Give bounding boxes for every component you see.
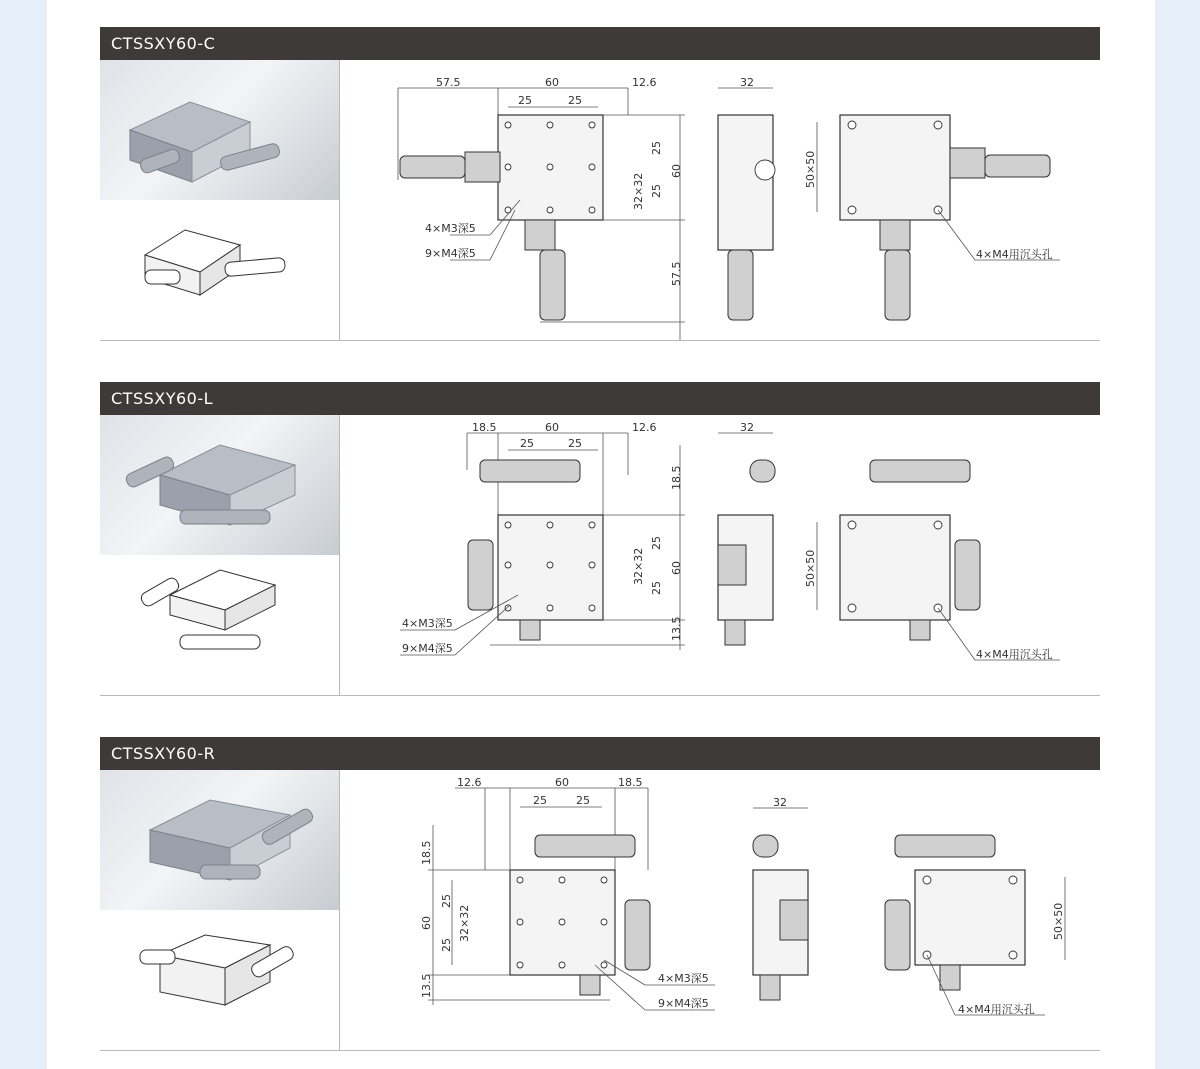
dim-label: 12.6 [632,76,657,89]
dim-label: 25 [440,938,453,952]
product-line-drawing [100,910,339,1050]
dim-label: 25 [533,794,547,807]
note-label: 4×M3深5 [402,617,453,630]
dim-label: 25 [650,141,663,155]
model-header [100,382,1100,415]
divider [100,1050,1100,1051]
dim-label: 32 [740,421,754,434]
technical-drawing [340,60,1100,340]
section-ctssxy60-l [100,382,1100,696]
dim-label: 25 [440,894,453,908]
dim-label: 25 [568,437,582,450]
dim-label: 25 [568,94,582,107]
note-label: 4×M3深5 [425,222,476,235]
dim-label: 25 [650,581,663,595]
note-label: 9×M4深5 [658,997,709,1010]
dim-label: 25 [576,794,590,807]
section-ctssxy60-r [100,737,1100,1051]
dim-label: 12.6 [632,421,657,434]
note-label: 4×M4用沉头孔 [958,1003,1035,1016]
dim-label: 32×32 [458,904,471,942]
dim-label: 50×50 [804,150,817,188]
dim-label: 60 [420,916,433,930]
note-label: 9×M4深5 [425,247,476,260]
model-title: CTSSXY60-L [111,389,214,408]
product-render-photo [100,415,339,555]
dim-label: 60 [670,164,683,178]
dim-label: 60 [545,421,559,434]
dim-label: 60 [545,76,559,89]
dim-label: 13.5 [420,973,433,998]
dim-label: 60 [670,561,683,575]
catalog-sheet [47,0,1155,1069]
dim-label: 32×32 [632,172,645,210]
section-ctssxy60-c [100,27,1100,341]
divider [100,695,1100,696]
note-label: 9×M4深5 [402,642,453,655]
model-header [100,27,1100,60]
divider [100,340,1100,341]
dim-label: 18.5 [618,776,643,789]
dim-label: 32×32 [632,547,645,585]
dim-label: 50×50 [804,549,817,587]
note-label: 4×M4用沉头孔 [976,648,1053,661]
model-header [100,737,1100,770]
dim-label: 60 [555,776,569,789]
dim-label: 18.5 [420,840,433,865]
product-render-photo [100,770,339,910]
dim-label: 50×50 [1052,902,1065,940]
product-line-drawing [100,200,339,340]
product-render-photo [100,60,339,200]
model-title: CTSSXY60-R [111,744,216,763]
dim-label: 18.5 [670,465,683,490]
note-label: 4×M3深5 [658,972,709,985]
dim-label: 25 [520,437,534,450]
dim-label: 57.5 [436,76,461,89]
model-title: CTSSXY60-C [111,34,216,53]
dim-label: 18.5 [472,421,497,434]
dim-label: 32 [773,796,787,809]
dim-label: 25 [518,94,532,107]
technical-drawing [340,415,1100,695]
technical-drawing [340,770,1100,1050]
dim-label: 12.6 [457,776,482,789]
dim-label: 57.5 [670,261,683,286]
product-line-drawing [100,555,339,695]
dim-label: 13.5 [670,616,683,641]
note-label: 4×M4用沉头孔 [976,248,1053,261]
dim-label: 25 [650,184,663,198]
dim-label: 32 [740,76,754,89]
dim-label: 25 [650,536,663,550]
